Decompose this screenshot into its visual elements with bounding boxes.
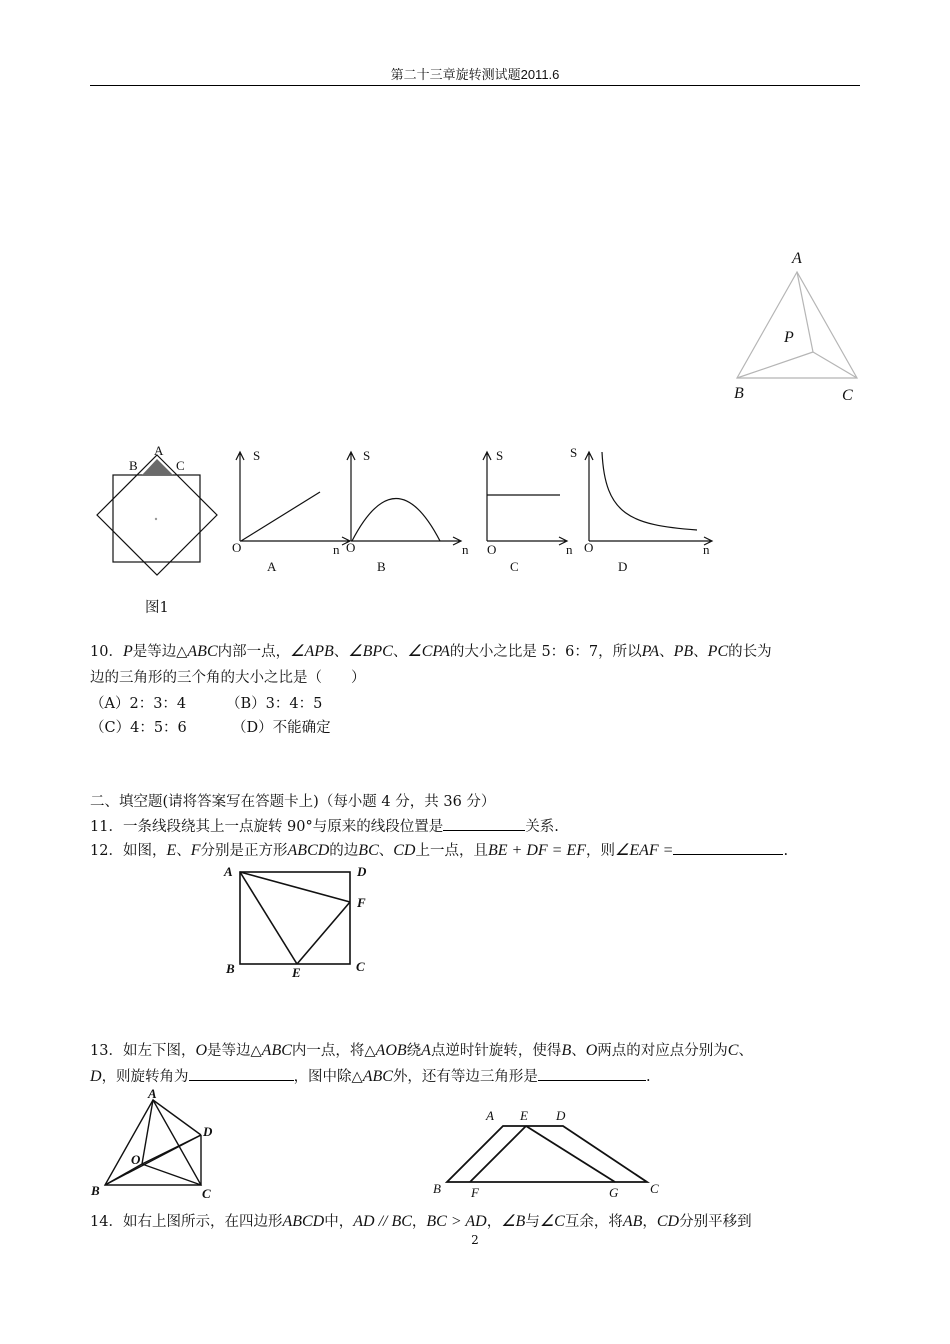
graph-a-x-label: n <box>333 542 340 557</box>
segment-ef <box>297 902 350 964</box>
graph-b-option: B <box>377 559 386 574</box>
q10-option-c: （C）4：5：6 <box>90 720 187 736</box>
segment-eg <box>526 1126 615 1182</box>
graph-a-curve <box>241 492 320 541</box>
label-c: C <box>650 1181 659 1196</box>
figure-1-caption: 图1 <box>145 600 169 616</box>
square-label-b: B <box>129 458 138 473</box>
label-b: B <box>433 1181 441 1196</box>
label-b: B <box>226 961 235 976</box>
q11-line: 11．一条线段绕其上一点旋转 90°与原来的线段位置是 关系. <box>90 815 559 836</box>
center-dot <box>155 518 157 520</box>
label-g: G <box>609 1185 619 1200</box>
figure-square-abcd <box>218 860 378 980</box>
page-header: 第二十三章旋转测试题2011.6 <box>390 67 560 82</box>
segment-pa <box>797 272 813 352</box>
square-label-c: C <box>176 458 185 473</box>
trapezoid-abcd <box>447 1126 647 1182</box>
segment-pc <box>813 352 857 378</box>
figure-1 <box>90 440 730 585</box>
q13-triangle-blank <box>538 1066 646 1081</box>
page-number: 2 <box>471 1233 479 1247</box>
graph-axes <box>236 452 712 545</box>
graph-d-option: D <box>618 559 628 574</box>
segment-ad <box>153 1100 201 1135</box>
label-a: A <box>792 250 802 267</box>
graph-b-origin: O <box>346 540 356 555</box>
label-f: F <box>357 895 366 910</box>
graph-c-y-label: S <box>496 448 504 463</box>
q11-answer-blank <box>443 816 525 831</box>
label-o: O <box>131 1152 141 1167</box>
graph-b-x-label: n <box>462 542 469 557</box>
q10-line1: 10．P是等边△ABC内部一点，∠APB、∠BPC、∠CPA的大小之比是 5：6：7，所以PA、PB、PC的长为 <box>90 643 772 660</box>
q10-option-a: （A）2：3：4 <box>90 696 187 712</box>
graph-d-y-label: S <box>570 445 578 460</box>
figure-triangle-p <box>725 245 875 410</box>
label-e: E <box>292 965 301 980</box>
graph-d-x-label: n <box>703 542 710 557</box>
segment-pb <box>737 352 813 378</box>
figure-rotation-triangle <box>85 1085 225 1205</box>
segment-ef <box>470 1126 526 1182</box>
label-d: D <box>556 1108 566 1123</box>
q13-line2: D，则旋转角为 ，图中除△ABC外，还有等边三角形是 . <box>90 1068 651 1085</box>
header-rule <box>90 85 860 86</box>
graph-d-curve <box>602 452 697 530</box>
label-e: E <box>520 1108 528 1123</box>
label-a: A <box>148 1086 157 1101</box>
q13-line1: 13．如左下图，O是等边△ABC内一点，将△AOB绕A点逆时针旋转，使得B、O两点的对应点分别为C、 <box>90 1042 753 1059</box>
graph-a-option: A <box>267 559 277 574</box>
label-c: C <box>356 959 365 974</box>
square-abcd <box>240 872 350 964</box>
label-f: F <box>471 1185 479 1200</box>
graph-a-origin: O <box>232 540 242 555</box>
label-a: A <box>224 864 233 879</box>
square-label-a: A <box>154 443 164 458</box>
graph-a-y-label: S <box>253 448 261 463</box>
triangle-abc <box>737 272 857 378</box>
graph-b-y-label: S <box>363 448 371 463</box>
label-d: D <box>203 1124 213 1139</box>
q12-answer-blank <box>673 840 783 855</box>
q10-option-d: （D）不能确定 <box>232 720 331 736</box>
label-c: C <box>202 1186 211 1201</box>
q12-line: 12．如图，E、F分别是正方形ABCD的边BC、CD上一点，且BE + DF = EF，则∠EAF = . <box>90 842 789 859</box>
graph-d-origin: O <box>584 540 594 555</box>
label-b: B <box>91 1183 100 1198</box>
segment-oc <box>142 1164 201 1185</box>
q10-option-b: （B）3：4：5 <box>226 696 323 712</box>
q10-line2: 边的三角形的三个角的大小之比是（ ） <box>90 670 366 686</box>
label-b: B <box>734 385 744 402</box>
q13-angle-blank <box>189 1066 294 1081</box>
graph-c-option: C <box>510 559 519 574</box>
section-2-title: 二、填空题(请将答案写在答题卡上)（每小题 4 分，共 36 分） <box>90 794 496 810</box>
graph-b-curve <box>352 499 440 542</box>
label-a: A <box>486 1108 494 1123</box>
graph-c-origin: O <box>487 542 497 557</box>
q14-line: 14．如右上图所示，在四边形ABCD中，AD // BC，BC > AD，∠B与∠C互余，将AB，CD分别平移到 <box>90 1213 752 1230</box>
graph-c-x-label: n <box>566 542 573 557</box>
label-c: C <box>842 387 853 404</box>
label-p: P <box>784 329 794 346</box>
label-d: D <box>357 864 367 879</box>
figure-trapezoid <box>425 1105 670 1200</box>
